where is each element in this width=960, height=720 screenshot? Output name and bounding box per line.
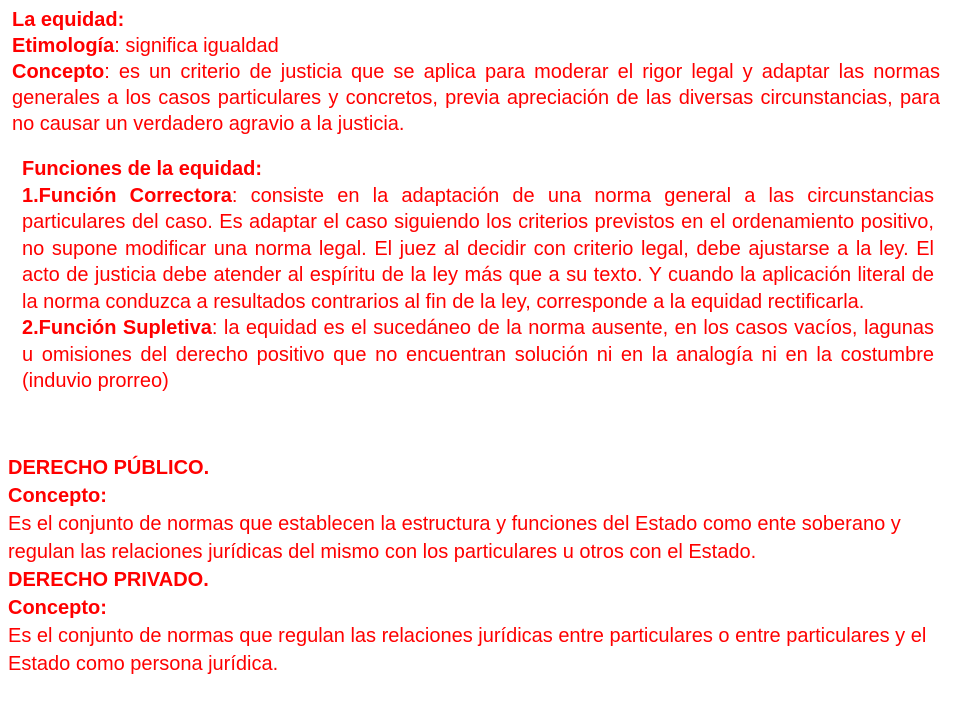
funcion-supletiva-label: 2.Función Supletiva	[22, 317, 212, 339]
funcion-correctora-paragraph	[22, 183, 934, 316]
funciones-heading: Funciones de la equidad:	[22, 158, 263, 180]
etimologia-label: Etimología	[12, 35, 115, 57]
derecho-privado-text: Es el conjunto de normas que regulan las relaciones jurídicas entre particulares o entre particulares y el Estado como persona jurídica.	[8, 625, 927, 675]
concepto-text: : es un criterio de justicia que se aplica para moderar el rigor legal y adaptar las normas generales a los casos particulares y concretos, previa apreciación de las diversas circunstancias, para no causar un verdadero agravio a la justicia.	[12, 61, 940, 135]
equidad-section	[12, 7, 940, 137]
concepto-paragraph	[12, 59, 940, 137]
derecho-publico-text: Es el conjunto de normas que establecen la estructura y funciones del Estado como ente soberano y regulan las relaciones jurídicas del mismo con los particulares u otros con el Estado.	[8, 513, 901, 563]
funcion-supletiva-text: : la equidad es el sucedáneo de la norma ausente, en los casos vacíos, lagunas u omisiones del derecho positivo que no encuentran solución ni en la analogía ni en la costumbre (induvio prorreo)	[22, 317, 935, 392]
derecho-privado-concepto-label: Concepto:	[8, 597, 107, 619]
funcion-supletiva-paragraph	[22, 315, 934, 395]
concepto-label: Concepto	[12, 61, 105, 83]
derecho-section	[8, 454, 938, 678]
funcion-correctora-label: 1.Función Correctora	[22, 184, 232, 207]
equidad-heading: La equidad:	[12, 9, 125, 31]
funcion-correctora-text: : consiste en la adaptación de una norma general a las circunstancias particulares del caso. Es adaptar el caso siguiendo los criterios previstos en el ordenamiento positivo, no supone modificar una norma legal. El juez al decidir con criterio legal, debe ajustarse a la ley. El acto de justicia debe atender al espíritu de la ley más que a su texto. Y cuando la aplicación literal de la norma conduzca a resultados contrarios al fin de la ley, corresponde a la equidad rectificarla.	[22, 184, 934, 313]
etimologia-text: : significa igualdad	[114, 35, 279, 57]
etimologia-paragraph	[12, 33, 940, 59]
funciones-section	[22, 156, 934, 395]
derecho-publico-concepto-label: Concepto:	[8, 485, 107, 507]
derecho-privado-heading: DERECHO PRIVADO.	[8, 569, 209, 591]
derecho-publico-heading: DERECHO PÚBLICO.	[8, 457, 210, 479]
